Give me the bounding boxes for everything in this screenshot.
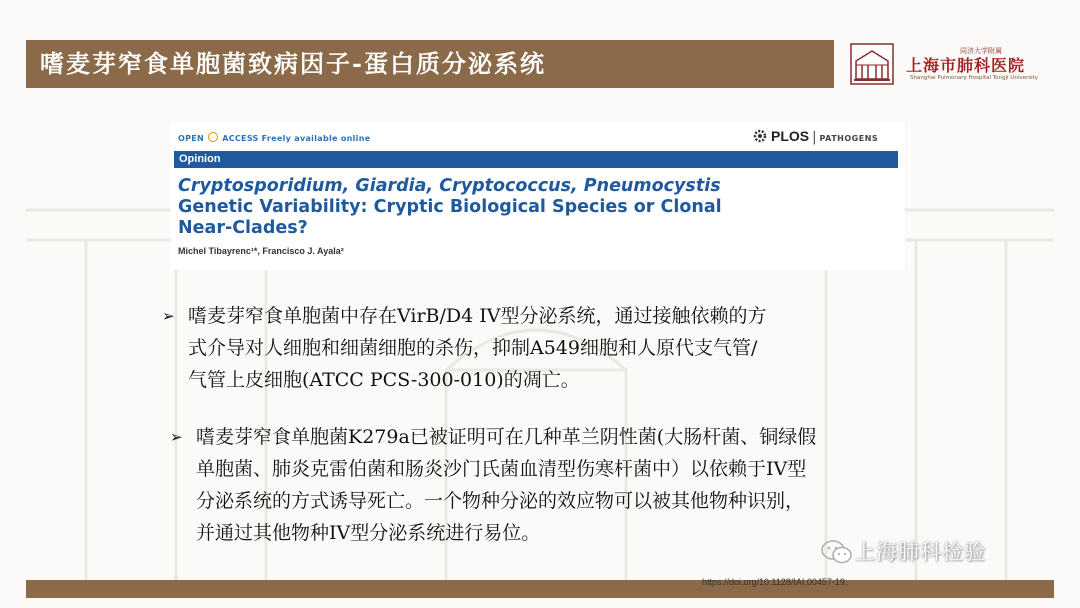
bullet-arrow-icon: ➢ [162,307,175,325]
paper-title [178,176,898,239]
slide-title: 嗜麦芽窄食单胞菌致病因子-蛋白质分泌系统 [40,49,546,78]
bullet-2-line-1: 嗜麦芽窄食单胞菌K279a已被证明可在几种革兰阴性菌(大肠杆菌、铜绿假 [196,426,817,448]
plos-gear-icon [752,128,768,144]
footer-bar [26,580,1054,598]
journal-separator: | [812,130,817,145]
wechat-icon [820,539,854,565]
logo-affiliation-text: 同济大学附属 [960,47,1002,55]
wechat-account-name: 上海肺科检验 [854,540,986,564]
journal-section: PATHOGENS [819,134,879,143]
bullet-2-line-3: 分泌系统的方式诱导死亡。一个物种分泌的效应物可以被其他物种识别， [196,490,805,512]
bullet-1-line-1: 嗜麦芽窄食单胞菌中存在VirB/D4 IV型分泌系统，通过接触依赖的方 [188,305,767,327]
category-label: Opinion [179,153,221,165]
bullet-point-1 [162,300,962,396]
paper-authors: Michel Tibayrenc¹*, Francisco J. Ayala² [178,246,344,256]
paper-title-line-1: Cryptosporidium, Giardia, Cryptococcus, Pneumocystis [178,176,721,196]
bullet-1-line-2: 式介导对人细胞和细菌细胞的杀伤，抑制A549细胞和人原代支气管/ [188,337,758,359]
category-bar [174,151,898,168]
logo-hospital-name: 上海市肺科医院 [906,56,1026,75]
paper-title-line-3: Near-Clades? [178,218,308,238]
journal-logo [752,126,878,145]
hospital-building-emblem-icon [850,43,894,85]
bullet-2-line-2: 单胞菌、肺炎克雷伯菌和肠炎沙门氏菌血清型伤寒杆菌中）以依赖于IV型 [196,458,807,480]
open-access-line [178,132,370,143]
bullet-2-line-4: 并通过其他物种IV型分泌系统进行易位。 [196,522,541,544]
open-access-suffix: ACCESS Freely available online [222,134,371,143]
bullet-arrow-icon: ➢ [170,428,183,446]
journal-name: PLOS [771,128,810,144]
wechat-watermark [820,536,986,566]
bullet-point-2 [170,421,1030,549]
open-access-lock-icon [208,132,218,142]
doi-reference: https://doi.org/10.1128/IAI.00457-19. [702,577,848,587]
paper-title-line-2: Genetic Variability: Cryptic Biological Species or Clonal [178,197,722,217]
open-access-prefix: OPEN [178,134,205,143]
bullet-1-line-3: 气管上皮细胞(ATCC PCS-300-010)的凋亡。 [188,369,580,391]
logo-english-name: Shanghai Pulmonary Hospital Tongji University [910,75,1039,81]
